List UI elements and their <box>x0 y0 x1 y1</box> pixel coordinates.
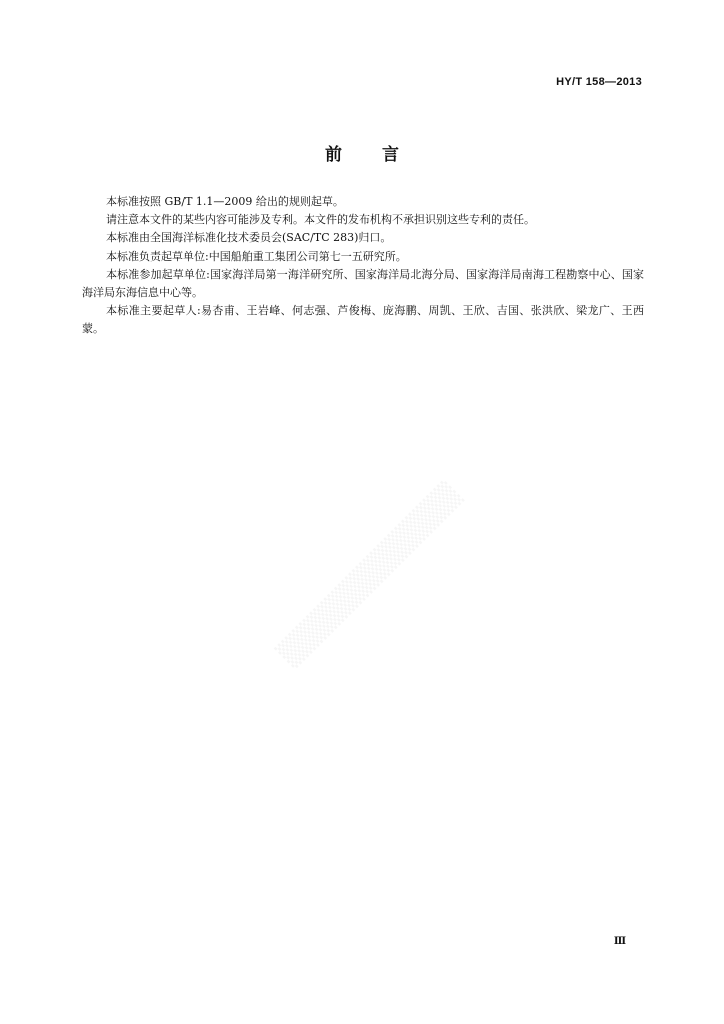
title-char-1: 前 <box>325 145 342 165</box>
watermark <box>275 480 466 671</box>
paragraph-responsible-unit: 本标准负责起草单位:中国船舶重工集团公司第七一五研究所。 <box>106 249 407 263</box>
title-char-2: 言 <box>382 145 399 165</box>
paragraph-participating-units: 本标准参加起草单位:国家海洋局第一海洋研究所、国家海洋局北海分局、国家海洋局南海工程勘察中心、国家海洋局东海信息中心等。 <box>82 267 644 300</box>
page-number: Ⅲ <box>613 936 626 947</box>
document-code: HY/T 158—2013 <box>556 76 642 88</box>
paragraph-drafting-rules: 本标准按照 GB/T 1.1—2009 给出的规则起草。 <box>106 195 344 208</box>
paragraph-patent-notice: 请注意本文件的某些内容可能涉及专利。本文件的发布机构不承担识别这些专利的责任。 <box>106 213 535 227</box>
page-title <box>0 140 724 165</box>
paragraph-committee: 本标准由全国海洋标准化技术委员会(SAC/TC 283)归口。 <box>106 231 392 245</box>
foreword-body <box>82 193 644 339</box>
paragraph-main-drafters: 本标准主要起草人:易杏甫、王岩峰、何志强、芦俊梅、庞海鹏、周凯、王欣、吉国、张洪欣、梁龙广、王西蒙。 <box>82 304 644 336</box>
